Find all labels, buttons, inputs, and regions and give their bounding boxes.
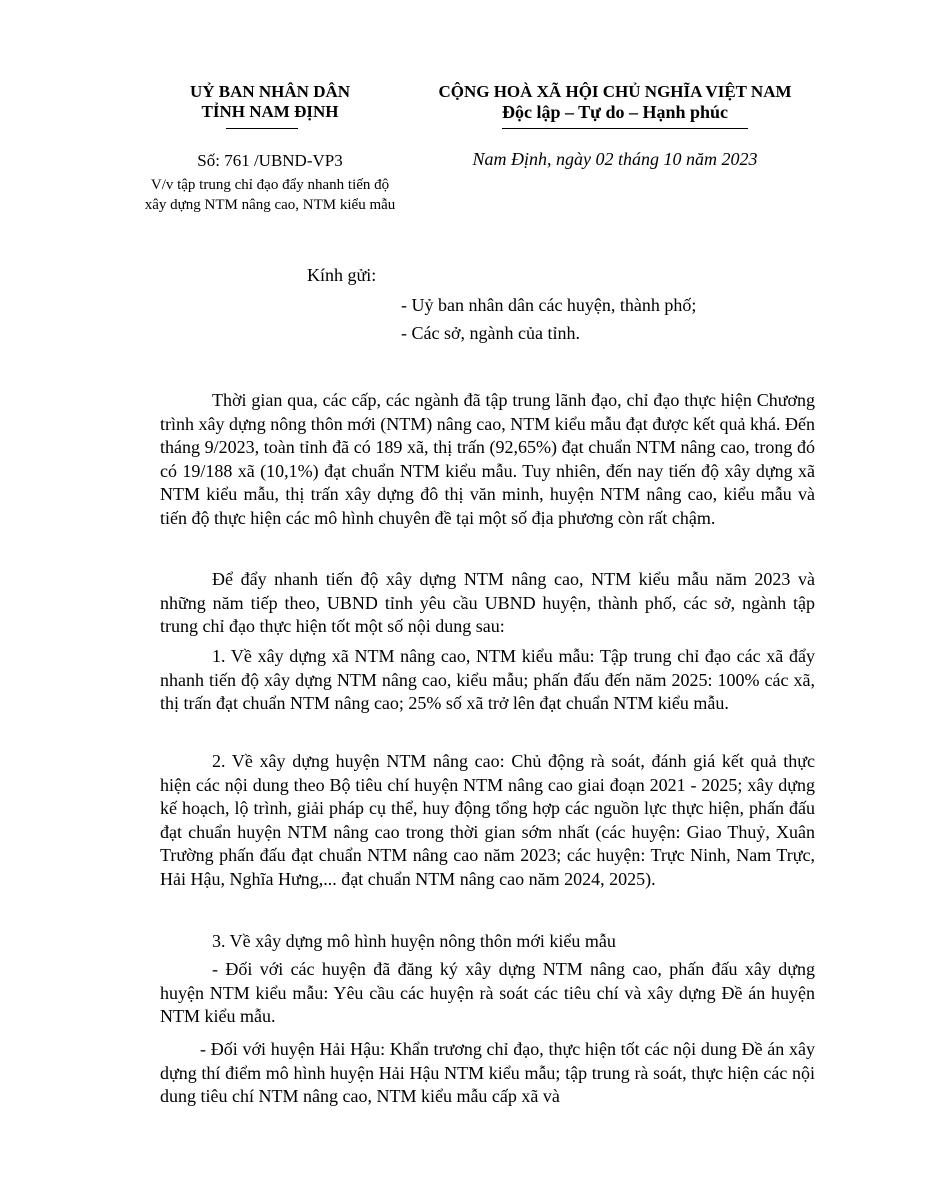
subject-line-1: V/v tập trung chỉ đạo đẩy nhanh tiến độ xyxy=(150,177,390,193)
national-title: CỘNG HOÀ XÃ HỘI CHỦ NGHĨA VIỆT NAM xyxy=(438,82,792,101)
body-paragraph: 1. Về xây dựng xã NTM nâng cao, NTM kiểu mẫu: Tập trung chỉ đạo các xã đẩy nhanh tiến độ xây dựng NTM nâng cao, kiểu mẫu; phấn đấu đến năm 2025: 100% các xã, thị trấn đạt chuẩn NTM nâng cao; 25% số xã trở lên đạt chuẩn NTM kiểu mẫu. xyxy=(160,646,815,713)
motto-underline xyxy=(502,128,748,129)
recipient-item: - Các sở, ngành của tỉnh. xyxy=(401,323,580,343)
national-motto: Độc lập – Tự do – Hạnh phúc xyxy=(501,102,729,122)
body-paragraph: 3. Về xây dựng mô hình huyện nông thôn mới kiểu mẫu xyxy=(212,931,616,951)
body-paragraph: Thời gian qua, các cấp, các ngành đã tập trung lãnh đạo, chỉ đạo thực hiện Chương trình xây dựng nông thôn mới (NTM) nâng cao, NTM kiểu mẫu đạt được kết quả khá. Đến tháng 9/2023, toàn tỉnh đã có 189 xã, thị trấn (92,65%) đạt chuẩn NTM nâng cao, trong đó có 19/188 xã (10,1%) đạt chuẩn NTM kiểu mẫu. Tuy nhiên, đến nay tiến độ xây dựng xã NTM kiểu mẫu, thị trấn xây dựng đô thị văn minh, huyện NTM nâng cao, kiểu mẫu và tiến độ thực hiện các mô hình chuyên đề tại một số địa phương còn rất chậm. xyxy=(160,390,815,528)
body-paragraph: 2. Về xây dựng huyện NTM nâng cao: Chủ động rà soát, đánh giá kết quả thực hiện các nội dung theo Bộ tiêu chí huyện NTM nâng cao giai đoạn 2021 - 2025; xây dựng kế hoạch, lộ trình, giải pháp cụ thể, huy động tổng hợp các nguồn lực thực hiện, phấn đấu đạt chuẩn huyện NTM nâng cao trong thời gian sớm nhất (các huyện: Giao Thuỷ, Xuân Trường phấn đấu đạt chuẩn NTM nâng cao năm 2023; các huyện: Trực Ninh, Nam Trực, Hải Hậu, Nghĩa Hưng,... đạt chuẩn NTM nâng cao năm 2024, 2025). xyxy=(160,751,815,889)
issuing-agency: UỶ BAN NHÂN DÂN xyxy=(189,82,351,101)
document-number: Số: 761 /UBND-VP3 xyxy=(197,151,343,170)
subject-line-2: xây dựng NTM nâng cao, NTM kiểu mẫu xyxy=(144,197,396,213)
body-paragraph: - Đối với các huyện đã đăng ký xây dựng NTM nâng cao, phấn đấu xây dựng huyện NTM kiểu mẫu: Yêu cầu các huyện rà soát các tiêu chí và xây dựng Đề án huyện NTM kiểu mẫu. xyxy=(160,959,815,1026)
greeting: Kính gửi: xyxy=(307,265,377,285)
place-date: Nam Định, ngày 02 tháng 10 năm 2023 xyxy=(472,149,758,169)
issuing-province: TỈNH NAM ĐỊNH xyxy=(201,102,339,121)
recipient-item: - Uỷ ban nhân dân các huyện, thành phố; xyxy=(401,295,697,315)
agency-underline xyxy=(226,128,298,129)
body-paragraph: Để đẩy nhanh tiến độ xây dựng NTM nâng cao, NTM kiểu mẫu năm 2023 và những năm tiếp theo, UBND tỉnh yêu cầu UBND huyện, thành phố, các sở, ngành tập trung chỉ đạo thực hiện tốt một số nội dung sau: xyxy=(160,569,815,636)
body-paragraph: - Đối với huyện Hải Hậu: Khẩn trương chỉ đạo, thực hiện tốt các nội dung Đề án xây dựng thí điểm mô hình huyện Hải Hậu NTM kiểu mẫu; tập trung rà soát, thực hiện các nội dung tiêu chí NTM nâng cao, NTM kiểu mẫu cấp xã và xyxy=(160,1039,815,1106)
